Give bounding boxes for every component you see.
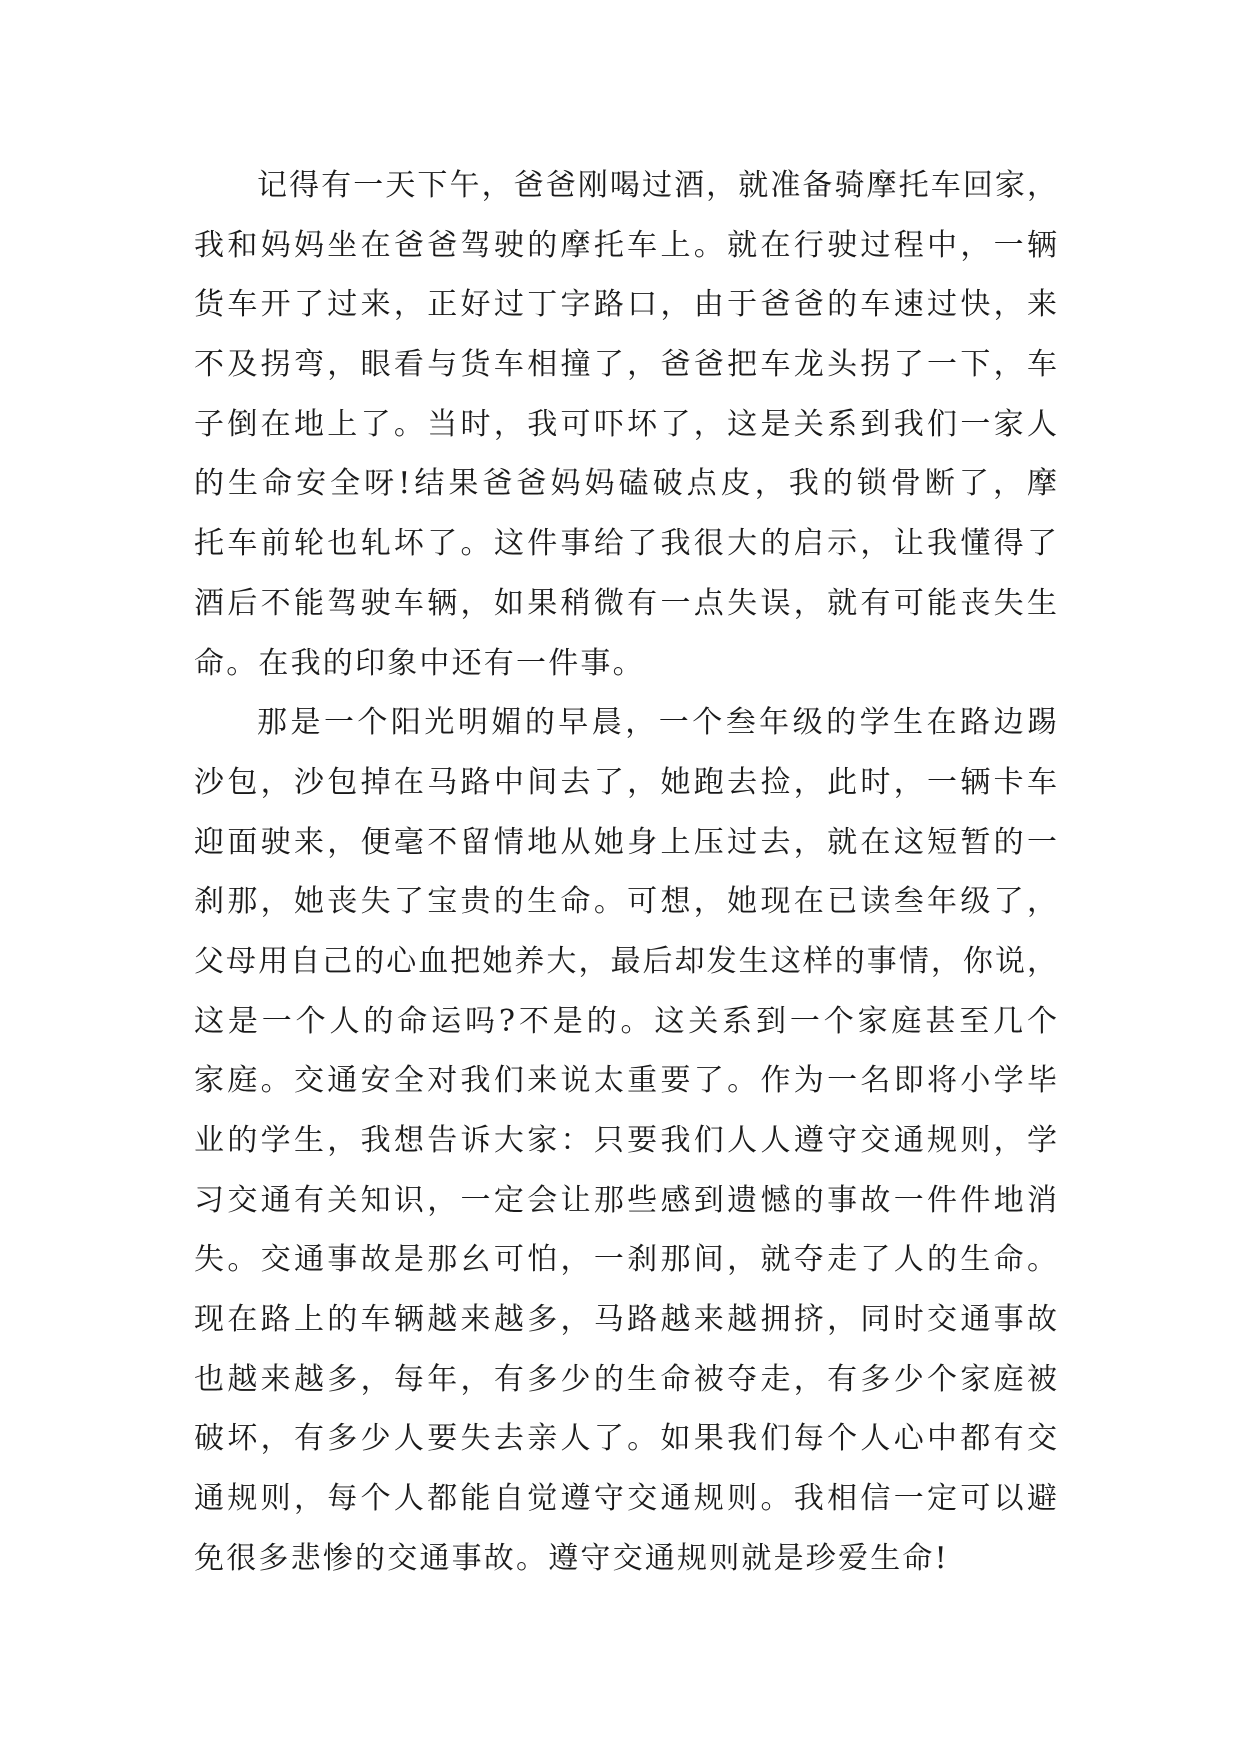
text-line: 那是一个阳光明媚的早晨，一个叁年级的学生在路边踢 <box>257 705 1058 741</box>
text-line: 记得有一天下午，爸爸刚喝过酒，就准备骑摩托车回家， <box>257 168 1058 203</box>
text-line: 家庭。交通安全对我们来说太重要了。作为一名即将小学毕 <box>194 1063 1058 1099</box>
text-line: 这是一个人的命运吗?不是的。这关系到一个家庭甚至几个 <box>194 1003 1058 1039</box>
text-line: 业的学生，我想告诉大家：只要我们人人遵守交通规则，学 <box>194 1123 1058 1158</box>
paragraph-2 <box>194 693 1058 1588</box>
text-line: 酒后不能驾驶车辆，如果稍微有一点失误，就有可能丧失生 <box>194 585 1058 621</box>
text-line: 破坏，有多少人要失去亲人了。如果我们每个人心中都有交 <box>194 1421 1058 1457</box>
paragraph-1 <box>194 156 1058 693</box>
text-line: 也越来越多，每年，有多少的生命被夺走，有多少个家庭被 <box>194 1361 1058 1397</box>
text-line: 我和妈妈坐在爸爸驾驶的摩托车上。就在行驶过程中，一辆 <box>194 227 1058 263</box>
text-line: 现在路上的车辆越来越多，马路越来越拥挤，同时交通事故 <box>194 1302 1058 1338</box>
text-line: 父母用自己的心血把她养大，最后却发生这样的事情，你说， <box>194 943 1058 979</box>
text-line: 通规则，每个人都能自觉遵守交通规则。我相信一定可以避 <box>194 1481 1058 1517</box>
text-line: 不及拐弯，眼看与货车相撞了，爸爸把车龙头拐了一下，车 <box>194 347 1058 383</box>
text-line: 的生命安全呀!结果爸爸妈妈磕破点皮，我的锁骨断了，摩 <box>194 466 1058 502</box>
text-line: 失。交通事故是那幺可怕，一刹那间，就夺走了人的生命。 <box>194 1242 1058 1278</box>
text-line: 免很多悲惨的交通事故。遵守交通规则就是珍爱生命! <box>194 1540 949 1576</box>
text-line: 托车前轮也轧坏了。这件事给了我很大的启示，让我懂得了 <box>194 526 1058 562</box>
text-line: 命。在我的印象中还有一件事。 <box>194 645 645 681</box>
text-line: 刹那，她丧失了宝贵的生命。可想，她现在已读叁年级了， <box>194 884 1058 920</box>
text-line: 习交通有关知识，一定会让那些感到遗憾的事故一件件地消 <box>194 1182 1058 1218</box>
text-line: 货车开了过来，正好过丁字路口，由于爸爸的车速过快，来 <box>194 287 1058 323</box>
body-text <box>194 156 1058 1589</box>
text-line: 子倒在地上了。当时，我可吓坏了，这是关系到我们一家人 <box>194 406 1058 442</box>
text-line: 沙包，沙包掉在马路中间去了，她跑去捡，此时，一辆卡车 <box>194 764 1058 800</box>
text-line: 迎面驶来，便毫不留情地从她身上压过去，就在这短暂的一 <box>194 824 1058 860</box>
